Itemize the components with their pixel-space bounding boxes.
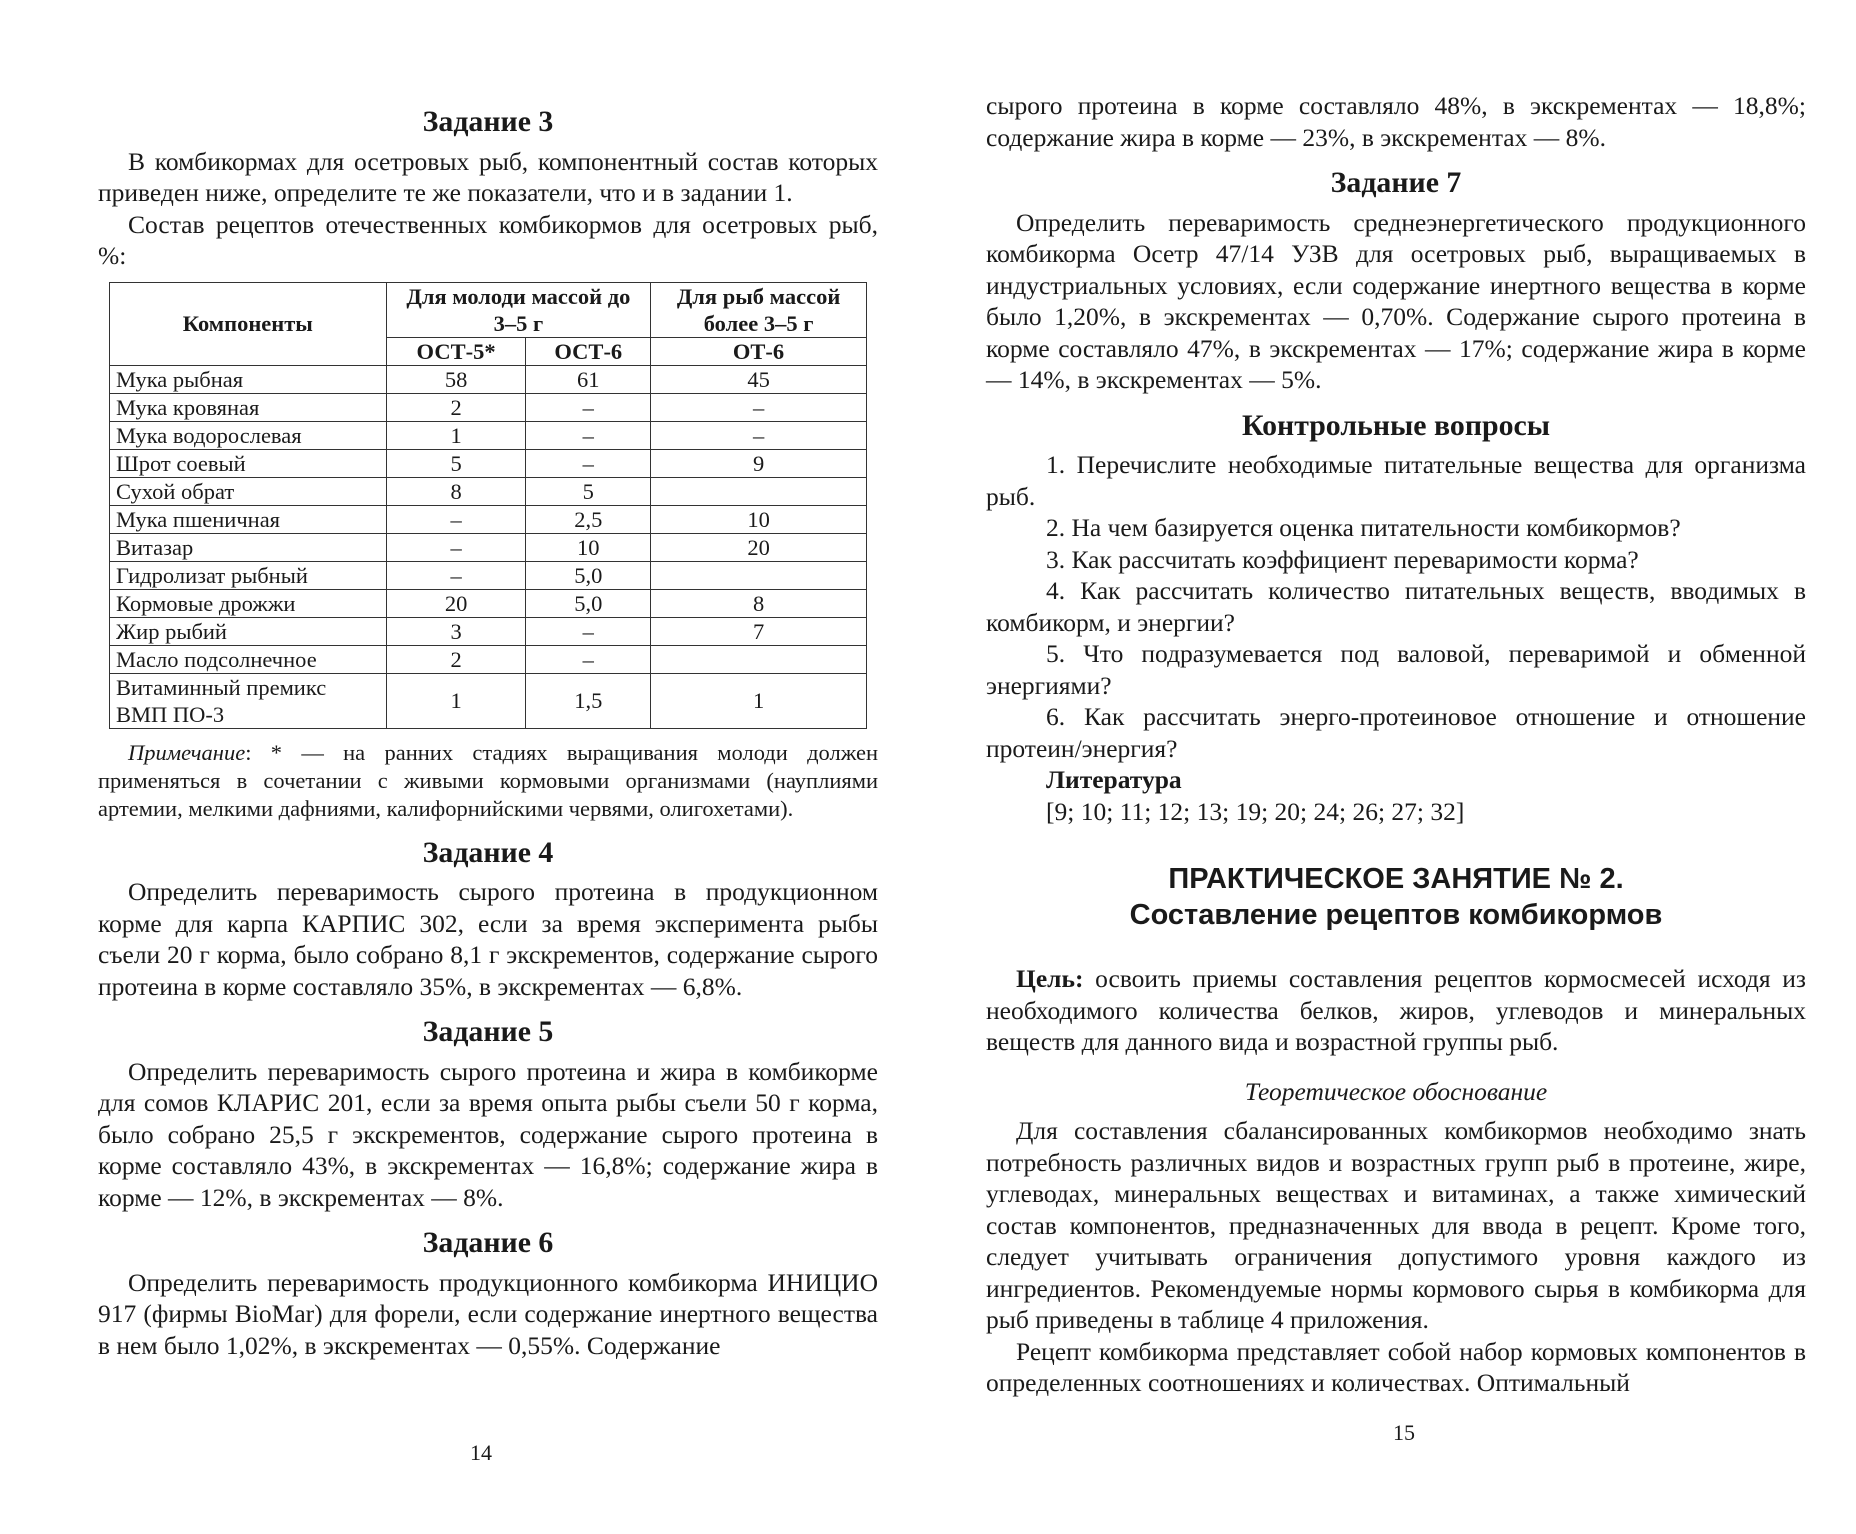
task5-title: Задание 5 bbox=[422, 1015, 554, 1048]
row-ost6: 5,0 bbox=[526, 589, 651, 617]
row-name: Витазар bbox=[110, 533, 387, 561]
row-ost6: 5,0 bbox=[526, 561, 651, 589]
row-ost5: 2 bbox=[386, 393, 526, 421]
task4-paragraph: Определить переваримость сырого протеина в продукционном корме для карпа КАРПИС 302, если за время эксперимента рыбы съели 20 г корма, было собрано 8,1 г экскрементов, содержание сырого протеина в корме составляло 35%, в экскрементах — 6,8%. bbox=[98, 877, 878, 1001]
row-ost5: 2 bbox=[386, 645, 526, 673]
row-ost6: – bbox=[526, 393, 651, 421]
table-row bbox=[110, 393, 867, 421]
section-title bbox=[986, 861, 1806, 933]
row-ot6: 7 bbox=[651, 617, 867, 645]
table-row bbox=[110, 561, 867, 589]
table-row bbox=[110, 365, 867, 393]
row-ot6: – bbox=[651, 421, 867, 449]
right-page bbox=[928, 0, 1856, 1534]
row-ost6: – bbox=[526, 645, 651, 673]
question-item: 6. Как рассчитать энерго-протеиновое отношение и отношение протеин/энергия? bbox=[986, 702, 1806, 763]
right-page-content bbox=[986, 90, 1806, 1399]
row-name: Жир рыбий bbox=[110, 617, 387, 645]
row-ot6 bbox=[651, 645, 867, 673]
table-note bbox=[98, 739, 878, 823]
questions-title: Контрольные вопросы bbox=[1241, 408, 1551, 442]
row-ost5: 58 bbox=[386, 365, 526, 393]
row-name: Мука пшеничная bbox=[110, 505, 387, 533]
task7-title: Задание 7 bbox=[1330, 166, 1462, 199]
question-item: 4. Как рассчитать количество питательных веществ, вводимых в комбикорм, и энергии? bbox=[986, 576, 1806, 637]
table-header-ost5: ОСТ-5* bbox=[386, 337, 526, 365]
row-ost6: 1,5 bbox=[526, 673, 651, 728]
row-ot6 bbox=[651, 477, 867, 505]
row-ot6: 20 bbox=[651, 533, 867, 561]
task5-paragraph: Определить переваримость сырого протеина и жира в комбикорме для сомов КЛАРИС 201, если за время опыта рыбы съели 50 г корма, было собрано 25,5 г экскрементов, содержание сырого протеина в корме составляло 43%, в экскрементах — 16,8%; содержание жира в корме — 12%, в экскрементах — 8%. bbox=[98, 1056, 878, 1212]
table-header-ot6: ОТ-6 bbox=[651, 337, 867, 365]
row-ost5: – bbox=[386, 505, 526, 533]
table-header-adult: Для рыб массой более 3–5 г bbox=[651, 282, 867, 337]
row-ost6: 10 bbox=[526, 533, 651, 561]
row-ost5: 20 bbox=[386, 589, 526, 617]
row-ost6: – bbox=[526, 617, 651, 645]
section-title-line1: ПРАКТИЧЕСКОЕ ЗАНЯТИЕ № 2. bbox=[1168, 863, 1624, 895]
table-caption: Состав рецептов отечественных комбикормов для осетровых рыб, %: bbox=[98, 209, 878, 270]
task7-paragraph: Определить переваримость среднеэнергетического продукционного комбикорма Осетр 47/14 УЗВ для осетровых рыб, выращиваемых в индустриальных условиях, если содержание инертного вещества в корме было 1,20%, в экскрементах — 0,70%. Содержание сырого протеина в корме составляло 47%, в экскрементах — 17%; содержание жира в корме — 14%, в экскрементах — 5%. bbox=[986, 207, 1806, 394]
row-ot6: – bbox=[651, 393, 867, 421]
table-row bbox=[110, 617, 867, 645]
question-item: 2. На чем базируется оценка питательности комбикормов? bbox=[1046, 513, 1681, 542]
literature-refs: [9; 10; 11; 12; 13; 19; 20; 24; 26; 27; 32] bbox=[1046, 796, 1465, 826]
table-header-ost6: ОСТ-6 bbox=[526, 337, 651, 365]
task6-continuation: сырого протеина в корме составляло 48%, в экскрементах — 18,8%; содержание жира в корме — 23%, в экскрементах — 8%. bbox=[986, 91, 1806, 152]
row-ost5: 5 bbox=[386, 449, 526, 477]
row-name: Шрот соевый bbox=[110, 449, 387, 477]
table-row bbox=[110, 673, 867, 728]
row-ot6: 9 bbox=[651, 449, 867, 477]
left-page-content bbox=[98, 106, 878, 1361]
table-row bbox=[110, 477, 867, 505]
table-row bbox=[110, 589, 867, 617]
goal-paragraph bbox=[986, 963, 1806, 1058]
row-ost5: 1 bbox=[386, 673, 526, 728]
theory-paragraph-1: Для составления сбалансированных комбикормов необходимо знать потребность различных видов и возрастных групп рыб в протеине, жире, углеводах, минеральных веществах и витаминах, а также химический состав компонентов, предназначенных для ввода в рецепт. Кроме того, следует учитывать ограничения допустимого уровня каждого из ингредиентов. Рекомендуемые нормы кормового сырья в комбикорма для рыб приведены в таблице 4 приложения. bbox=[986, 1116, 1806, 1334]
table-header-young: Для молоди массой до 3–5 г bbox=[386, 282, 650, 337]
row-name: Мука водорослевая bbox=[110, 421, 387, 449]
page-number: 14 bbox=[470, 1440, 492, 1465]
section-title-line2: Составление рецептов комбикормов bbox=[1129, 899, 1663, 931]
page-number: 15 bbox=[1393, 1420, 1415, 1445]
row-ost6: – bbox=[526, 421, 651, 449]
table-row bbox=[110, 645, 867, 673]
row-ost6: 2,5 bbox=[526, 505, 651, 533]
row-ot6: 8 bbox=[651, 589, 867, 617]
row-ost5: – bbox=[386, 533, 526, 561]
task3-title: Задание 3 bbox=[422, 105, 554, 138]
literature-title: Литература bbox=[1046, 765, 1182, 794]
row-ost5: 8 bbox=[386, 477, 526, 505]
task3-paragraph: В комбикормах для осетровых рыб, компонентный состав которых приведен ниже, определите те же показатели, что и в задании 1. bbox=[98, 146, 878, 207]
task4-title: Задание 4 bbox=[422, 835, 554, 869]
question-item: 5. Что подразумевается под валовой, переваримой и обменной энергиями? bbox=[986, 639, 1806, 700]
row-name: Сухой обрат bbox=[110, 477, 387, 505]
row-ot6: 1 bbox=[651, 673, 867, 728]
row-name: Масло подсолнечное bbox=[110, 645, 387, 673]
row-name: Мука кровяная bbox=[110, 393, 387, 421]
row-ost5: 3 bbox=[386, 617, 526, 645]
note-label: Примечание bbox=[128, 739, 246, 765]
row-ot6: 10 bbox=[651, 505, 867, 533]
table-row bbox=[110, 449, 867, 477]
row-name: Кормовые дрожжи bbox=[110, 589, 387, 617]
row-ot6: 45 bbox=[651, 365, 867, 393]
row-name: Витаминный премикс ВМП ПО-3 bbox=[110, 673, 387, 728]
feed-composition-table bbox=[109, 282, 867, 729]
row-ost6: – bbox=[526, 449, 651, 477]
row-ost6: 61 bbox=[526, 365, 651, 393]
task6-title: Задание 6 bbox=[422, 1226, 554, 1259]
question-item: 1. Перечислите необходимые питательные вещества для организма рыб. bbox=[986, 450, 1806, 511]
goal-text: освоить приемы составления рецептов кормосмесей исходя из необходимого количества белков, жиров, углеводов и минеральных веществ для данного вида и возрастной группы рыб. bbox=[986, 964, 1806, 1056]
note-text: : * — на ранних стадиях выращивания молоди должен применяться в сочетании с живыми кормовыми организмами (науплиями артемии, мелкими дафниями, калифорнийскими червями, олигохетами). bbox=[98, 739, 878, 821]
row-name: Мука рыбная bbox=[110, 365, 387, 393]
task6-paragraph: Определить переваримость продукционного комбикорма ИНИЦИО 917 (фирмы BioMar) для форели, если содержание инертного вещества в нем было 1,02%, в экскрементах — 0,55%. Содержание bbox=[98, 1267, 878, 1360]
row-ost5: – bbox=[386, 561, 526, 589]
goal-label: Цель: bbox=[1016, 964, 1084, 993]
question-item: 3. Как рассчитать коэффициент переваримости корма? bbox=[1046, 544, 1639, 574]
table-header-components: Компоненты bbox=[110, 282, 387, 365]
row-ot6 bbox=[651, 561, 867, 589]
row-ost5: 1 bbox=[386, 421, 526, 449]
row-ost6: 5 bbox=[526, 477, 651, 505]
table-row bbox=[110, 421, 867, 449]
theory-title: Теоретическое обоснование bbox=[1244, 1076, 1548, 1106]
theory-paragraph-2: Рецепт комбикорма представляет собой набор кормовых компонентов в определенных соотношениях и количествах. Оптимальный bbox=[986, 1336, 1806, 1397]
table-row bbox=[110, 533, 867, 561]
table-row bbox=[110, 505, 867, 533]
row-name: Гидролизат рыбный bbox=[110, 561, 387, 589]
